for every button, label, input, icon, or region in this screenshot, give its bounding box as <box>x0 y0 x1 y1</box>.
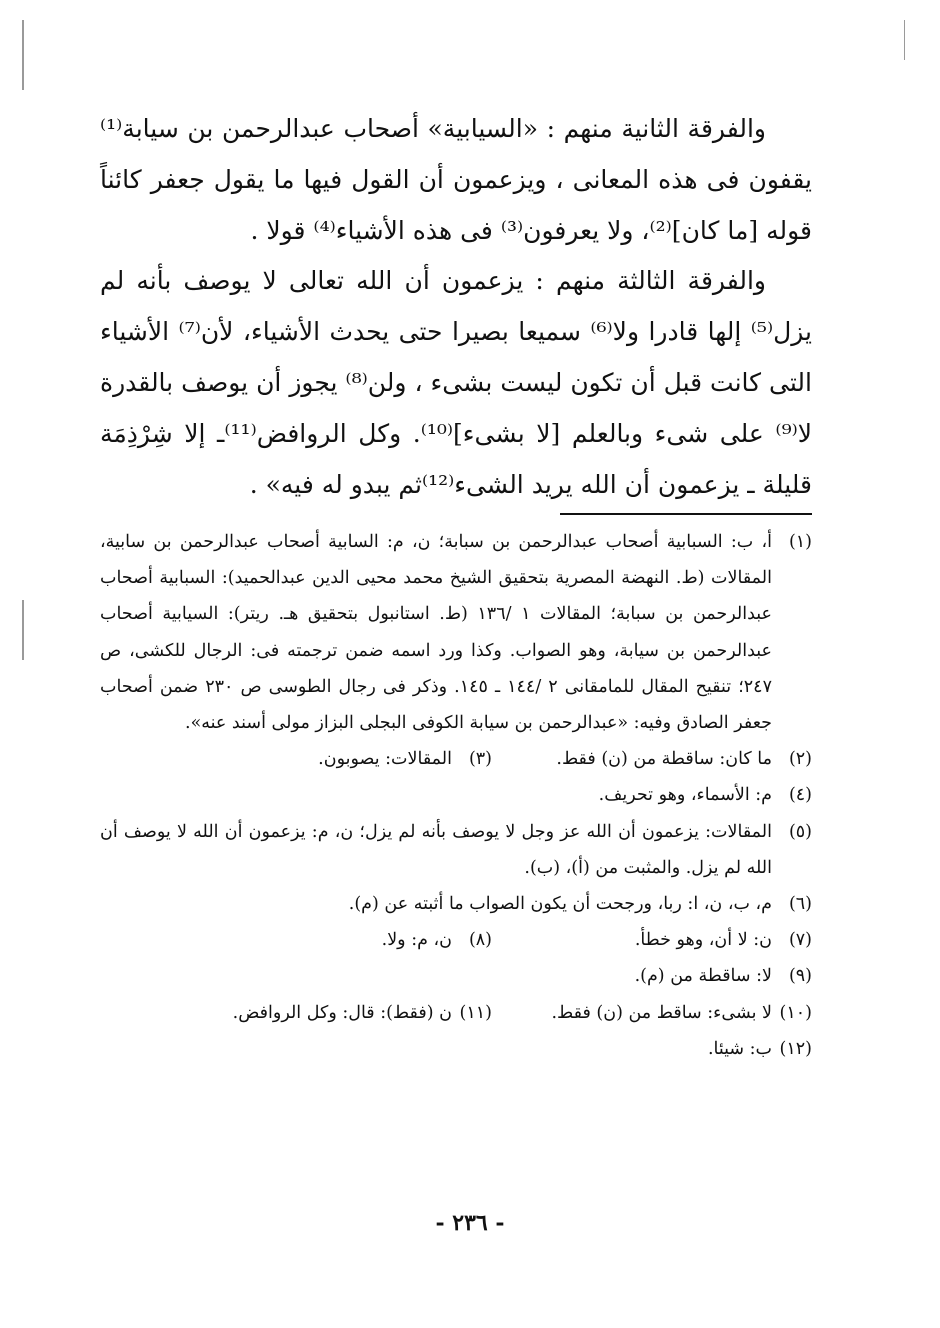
footnote-number: (٦) <box>788 894 812 915</box>
footnote-text: ن (فقط): قال: وكل الروافض. <box>232 1002 452 1023</box>
footnote-text: ما كان: ساقطة من (ن) فقط. <box>556 749 772 770</box>
footnote-text: المقالات: يصوبون. <box>318 749 452 770</box>
footnote-text: المقالات: يزعمون أن الله عز وجل لا يوصف بأنه لم يزل؛ ن، م: يزعمون أن الله لا يوصف أن الله لم يزل. والمثبت من (أ)، (ب). <box>100 821 772 878</box>
paragraph: والفرقة الثانية منهم : «السيابية» أصحاب عبدالرحمن بن سيابة⁽¹⁾ يقفون فى هذه المعانى ، ويزعمون أن القول فيها ما يقول جعفر كائناً قوله [ما كان]⁽²⁾، ولا يعرفون⁽³⁾ فى هذه الأشياء⁽⁴⁾ قولا . <box>100 114 812 245</box>
footnote-text: ب: شيئا. <box>707 1038 772 1059</box>
footnote <box>100 958 812 994</box>
footnote-text: ن، م: ولا. <box>381 930 452 951</box>
footnote <box>382 922 492 958</box>
footnote-text: لا: ساقطة من (م). <box>634 966 772 987</box>
footnote-row <box>100 995 812 1031</box>
footnote-row <box>100 741 812 777</box>
footnote <box>492 995 812 1031</box>
footnote <box>100 1031 812 1067</box>
footnote-text: م، ب، ن، ا: ربا، ورجحت أن يكون الصواب ما أثبته عن (م). <box>348 894 772 915</box>
footnote-text: لا بشىء: ساقط من (ن) فقط. <box>551 1002 772 1023</box>
footnote-number: (٥) <box>788 821 812 842</box>
footnote <box>492 922 812 958</box>
paragraph: والفرقة الثالثة منهم : يزعمون أن الله تعالى لا يوصف بأنه لم يزل⁽⁵⁾ إلها قادرا ولا⁽⁶⁾ سميعا بصيرا حتى يحدث الأشياء، لأن⁽⁷⁾ الأشياء التى كانت قبل أن تكون ليست بشىء ، ولن⁽⁸⁾ يجوز أن يوصف بالقدرة لا⁽⁹⁾ على شىء وبالعلم [لا بشىء]⁽¹⁰⁾. وكل الروافض⁽¹¹⁾ـ إلا شِرْذِمَة قليلة ـ يزعمون أن الله يريد الشىء⁽¹²⁾ثم يبدو له فيه» . <box>100 266 813 499</box>
scan-margin-mark <box>22 600 24 660</box>
footnote <box>492 741 812 777</box>
footnote-row <box>100 922 812 958</box>
footnote-number: (١) <box>788 532 812 552</box>
footnote <box>100 886 812 922</box>
footnote-number: (١٢) <box>779 1038 812 1059</box>
footnote-divider <box>560 513 812 515</box>
main-text <box>100 104 812 510</box>
footnote-number: (٤) <box>788 785 812 806</box>
footnote-text: أ، ب: السبابية أصحاب عبدالرحمن بن سبابة؛ ن، م: السابية أصحاب عبدالرحمن بن سابية، المقالات (ط. النهضة المصرية بتحقيق الشيخ محمد محيى الدين عبدالحميد): السبابية أصحاب عبدالرحمن بن سبابة؛ المقالات ١ /١٣٦ (ط. استانبول بتحقيق هـ. ريتر): السيابية أصحاب عبدالرحمن بن سيابة، وهو الصواب. وكذا ورد اسمه ضمن ترجمته فى: الرجال للكشى، ص ٢٤٧؛ تنقيح المقال للمامقانى ٢ /١٤٤ ـ ١٤٥. وذكر فى رجال الطوسى ص ٢٣٠ ضمن أصحاب جعفر الصادق وفيه: «عبدالرحمن بن سيابة الكوفى البجلى البزاز مولى أسند عنه». <box>100 532 772 734</box>
footnote-text: ن: لا أن، وهو خطأ. <box>634 930 772 951</box>
footnote-number: (١٠) <box>779 1002 812 1023</box>
footnote-number: (٧) <box>788 930 812 951</box>
scan-margin-mark <box>22 20 24 90</box>
footnote <box>233 995 492 1031</box>
page-number: - ٢٣٦ - <box>435 1210 505 1236</box>
scan-margin-mark <box>904 20 905 60</box>
footnote <box>100 524 812 741</box>
footnote-number: (٢) <box>788 749 812 770</box>
footnote-number: (٩) <box>788 966 812 987</box>
footnote <box>100 777 812 813</box>
footnote-number: (١١) <box>459 1002 492 1023</box>
footnote-number: (٣) <box>468 749 492 770</box>
footnote <box>318 741 492 777</box>
footnote-text: م: الأسماء، وهو تحريف. <box>598 785 772 806</box>
footnotes <box>100 524 812 1067</box>
footnote-number: (٨) <box>468 930 492 951</box>
footnote <box>100 814 812 886</box>
